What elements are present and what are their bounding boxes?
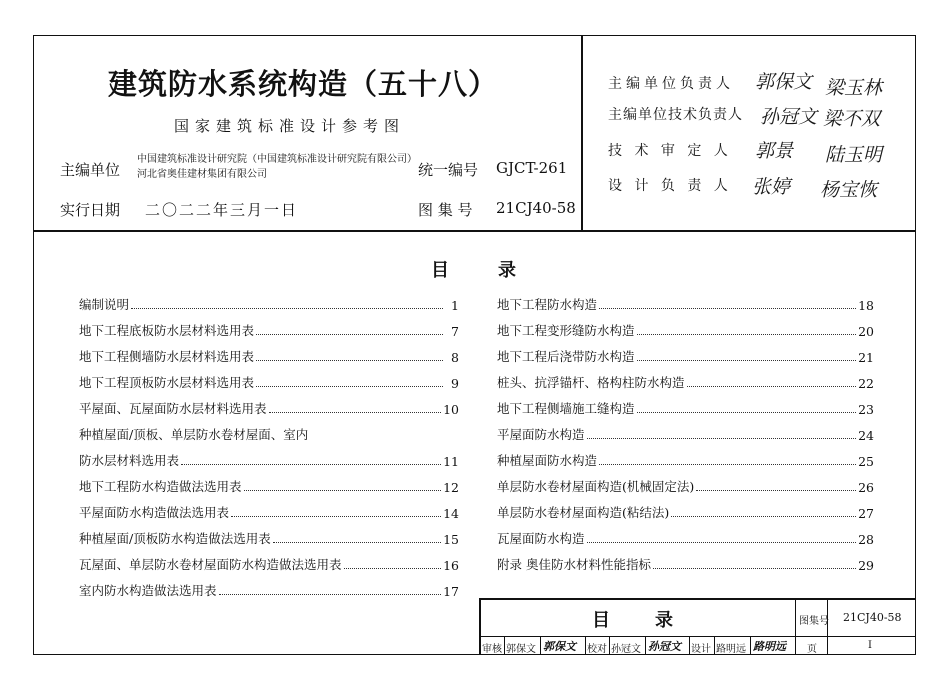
toc-left-column [79,287,459,599]
toc-entry-title: 瓦屋面、单层防水卷材屋面防水构造做法选用表 [79,557,342,572]
person-row-review [608,140,732,160]
toc-entry-page: 27 [858,506,874,521]
toc-entry-page: 14 [443,506,459,521]
document-subtitle: 国家建筑标准设计参考图 [174,117,406,135]
toc-entry[interactable] [497,469,874,495]
toc-entry-title: 种植屋面/顶板、单层防水卷材屋面、室内 [79,427,309,442]
review-signature: 郭保文 [543,640,576,653]
toc-entry-title: 单层防水卷材屋面构造(粘结法) [497,505,670,520]
signature: 张婷 [752,176,791,198]
toc-entry-title: 平屋面防水构造 [497,427,585,442]
toc-entry-page: 23 [858,402,874,417]
toc-entry[interactable] [497,365,874,391]
leader-dots [256,360,443,361]
toc-entry[interactable] [79,469,459,495]
check-label: 校对 [587,644,607,655]
toc-entry-page: 16 [443,558,459,573]
leader-dots [696,490,856,491]
toc-entry-title: 地下工程侧墙防水层材料选用表 [79,349,255,364]
toc-entry[interactable] [497,391,874,417]
review-label: 审核 [482,644,502,655]
toc-entry-title: 种植屋面/顶板防水构造做法选用表 [79,531,271,546]
toc-entry-page: 9 [451,376,459,391]
cell-line [609,636,610,655]
toc-entry[interactable] [497,287,874,313]
toc-entry-title: 防水层材料选用表 [79,453,180,468]
person-role: 主编单位技术负责人 [608,107,743,123]
leader-dots [599,464,856,465]
toc-entry-page: 7 [451,324,459,339]
header-bottom-line [33,230,916,232]
toc-heading-1: 目 [431,260,449,281]
toc-entry-title: 地下工程侧墙施工缝构造 [497,401,635,416]
toc-entry-page: 22 [858,376,874,391]
editor-label: 主编单位 [60,161,121,179]
title-block-mid-line [479,636,916,637]
leader-dots [587,542,857,543]
toc-entry[interactable] [497,339,874,365]
toc-entry[interactable] [79,365,459,391]
leader-dots [687,386,857,387]
leader-dots [587,438,857,439]
toc-entry-page: 10 [443,402,459,417]
cell-line [645,636,646,655]
toc-entry-title: 附录 奥佳防水材料性能指标 [497,557,651,572]
toc-entry[interactable] [497,417,874,443]
person-row-tech [608,104,743,124]
signature: 陆玉明 [825,144,883,166]
title-block-divider [795,598,796,655]
toc-entry-page: 12 [443,480,459,495]
toc-entry-page: 1 [451,298,459,313]
cell-line [540,636,541,655]
signature: 郭保文 [755,71,813,93]
toc-entry[interactable] [497,443,874,469]
design-label: 设计 [691,644,711,655]
person-role: 设 计 负 责 人 [608,178,732,194]
toc-entry-page: 8 [451,350,459,365]
signature: 孙冠文 [760,106,818,128]
title-block-atlas-label: 图集号 [799,616,829,627]
atlas-number-label: 图 集 号 [418,201,473,219]
title-block-title: 目 录 [592,610,676,631]
review-name: 郭保文 [506,644,536,655]
toc-entry-page: 17 [443,584,459,599]
person-role: 技 术 审 定 人 [608,143,732,159]
person-row-chief [608,73,734,93]
leader-dots [131,308,443,309]
toc-entry-title: 单层防水卷材屋面构造(机械固定法) [497,479,695,494]
cell-line [689,636,690,655]
header-divider-line [581,35,583,231]
signature: 杨宝恢 [820,179,878,201]
effective-date-label: 实行日期 [60,201,121,219]
title-block-atlas-number: 21CJ40-58 [843,611,902,624]
toc-entry-title: 桩头、抗浮锚杆、格构柱防水构造 [497,375,685,390]
person-row-design [608,175,732,195]
toc-entry[interactable] [79,547,459,573]
unified-number-label: 统一编号 [418,161,479,179]
leader-dots [256,334,443,335]
cell-line [504,636,505,655]
toc-entry-page: 25 [858,454,874,469]
person-role: 主编单位负责人 [608,76,734,92]
leader-dots [181,464,441,465]
cell-line [585,636,586,655]
toc-right-column [497,287,874,573]
toc-entry-title: 编制说明 [79,297,130,312]
toc-entry-title: 地下工程防水构造 [497,297,598,312]
toc-entry[interactable] [79,417,459,443]
leader-dots [244,490,442,491]
toc-entry-title: 地下工程顶板防水层材料选用表 [79,375,255,390]
check-name: 孙冠文 [611,644,641,655]
toc-entry[interactable] [79,313,459,339]
document-title: 建筑防水系统构造（五十八） [108,67,499,101]
leader-dots [671,516,856,517]
toc-entry-title: 地下工程变形缝防水构造 [497,323,635,338]
leader-dots [653,568,856,569]
leader-dots [637,412,857,413]
toc-entry-page: 18 [858,298,874,313]
toc-entry-title: 室内防水构造做法选用表 [79,583,217,598]
title-block-page-number: I [868,640,872,651]
title-block-page-label: 页 [807,644,817,655]
design-name: 路明远 [716,644,746,655]
toc-entry-page: 21 [858,350,874,365]
toc-entry-title: 种植屋面防水构造 [497,453,598,468]
editor-org-2: 河北省奥佳建材集团有限公司 [137,169,267,180]
toc-entry[interactable] [79,573,459,599]
editor-org-1: 中国建筑标准设计研究院（中国建筑标准设计研究院有限公司） [137,154,417,165]
toc-entry-title: 地下工程底板防水层材料选用表 [79,323,255,338]
effective-date: 二〇二二年三月一日 [145,201,299,219]
toc-entry-title: 平屋面防水构造做法选用表 [79,505,230,520]
toc-entry-title: 地下工程后浇带防水构造 [497,349,635,364]
toc-entry-page: 24 [858,428,874,443]
toc-entry[interactable] [79,339,459,365]
atlas-number: 21CJ40-58 [496,199,576,217]
toc-entry-page: 29 [858,558,874,573]
leader-dots [269,412,442,413]
toc-entry-page: 11 [443,454,459,469]
toc-entry-title: 平屋面、瓦屋面防水层材料选用表 [79,401,267,416]
leader-dots [637,360,857,361]
toc-entry[interactable] [79,391,459,417]
cell-line [750,636,751,655]
toc-entry[interactable] [79,443,459,469]
toc-entry[interactable] [497,521,874,547]
check-signature: 孙冠文 [648,640,681,653]
toc-entry[interactable] [79,495,459,521]
leader-dots [273,542,441,543]
toc-entry-page: 20 [858,324,874,339]
unified-number: GJCT-261 [496,159,568,177]
toc-entry-page: 15 [443,532,459,547]
signature: 梁不双 [823,108,881,130]
toc-entry-title: 地下工程防水构造做法选用表 [79,479,242,494]
toc-heading-2: 录 [498,260,516,281]
title-block-top-line [479,598,916,600]
leader-dots [219,594,442,595]
toc-entry[interactable] [79,521,459,547]
design-signature: 路明远 [753,640,786,653]
leader-dots [256,386,443,387]
toc-entry[interactable] [497,547,874,573]
leader-dots [344,568,442,569]
leader-dots [637,334,857,335]
toc-entry-title: 瓦屋面防水构造 [497,531,585,546]
toc-entry[interactable] [497,313,874,339]
signature: 郭景 [755,140,794,162]
title-block-left-line [479,598,481,655]
toc-entry-page: 28 [858,532,874,547]
cell-line [714,636,715,655]
leader-dots [231,516,441,517]
signature: 梁玉林 [825,77,883,99]
toc-entry[interactable] [497,495,874,521]
toc-entry[interactable] [79,287,459,313]
toc-entry-page: 26 [858,480,874,495]
leader-dots [599,308,856,309]
